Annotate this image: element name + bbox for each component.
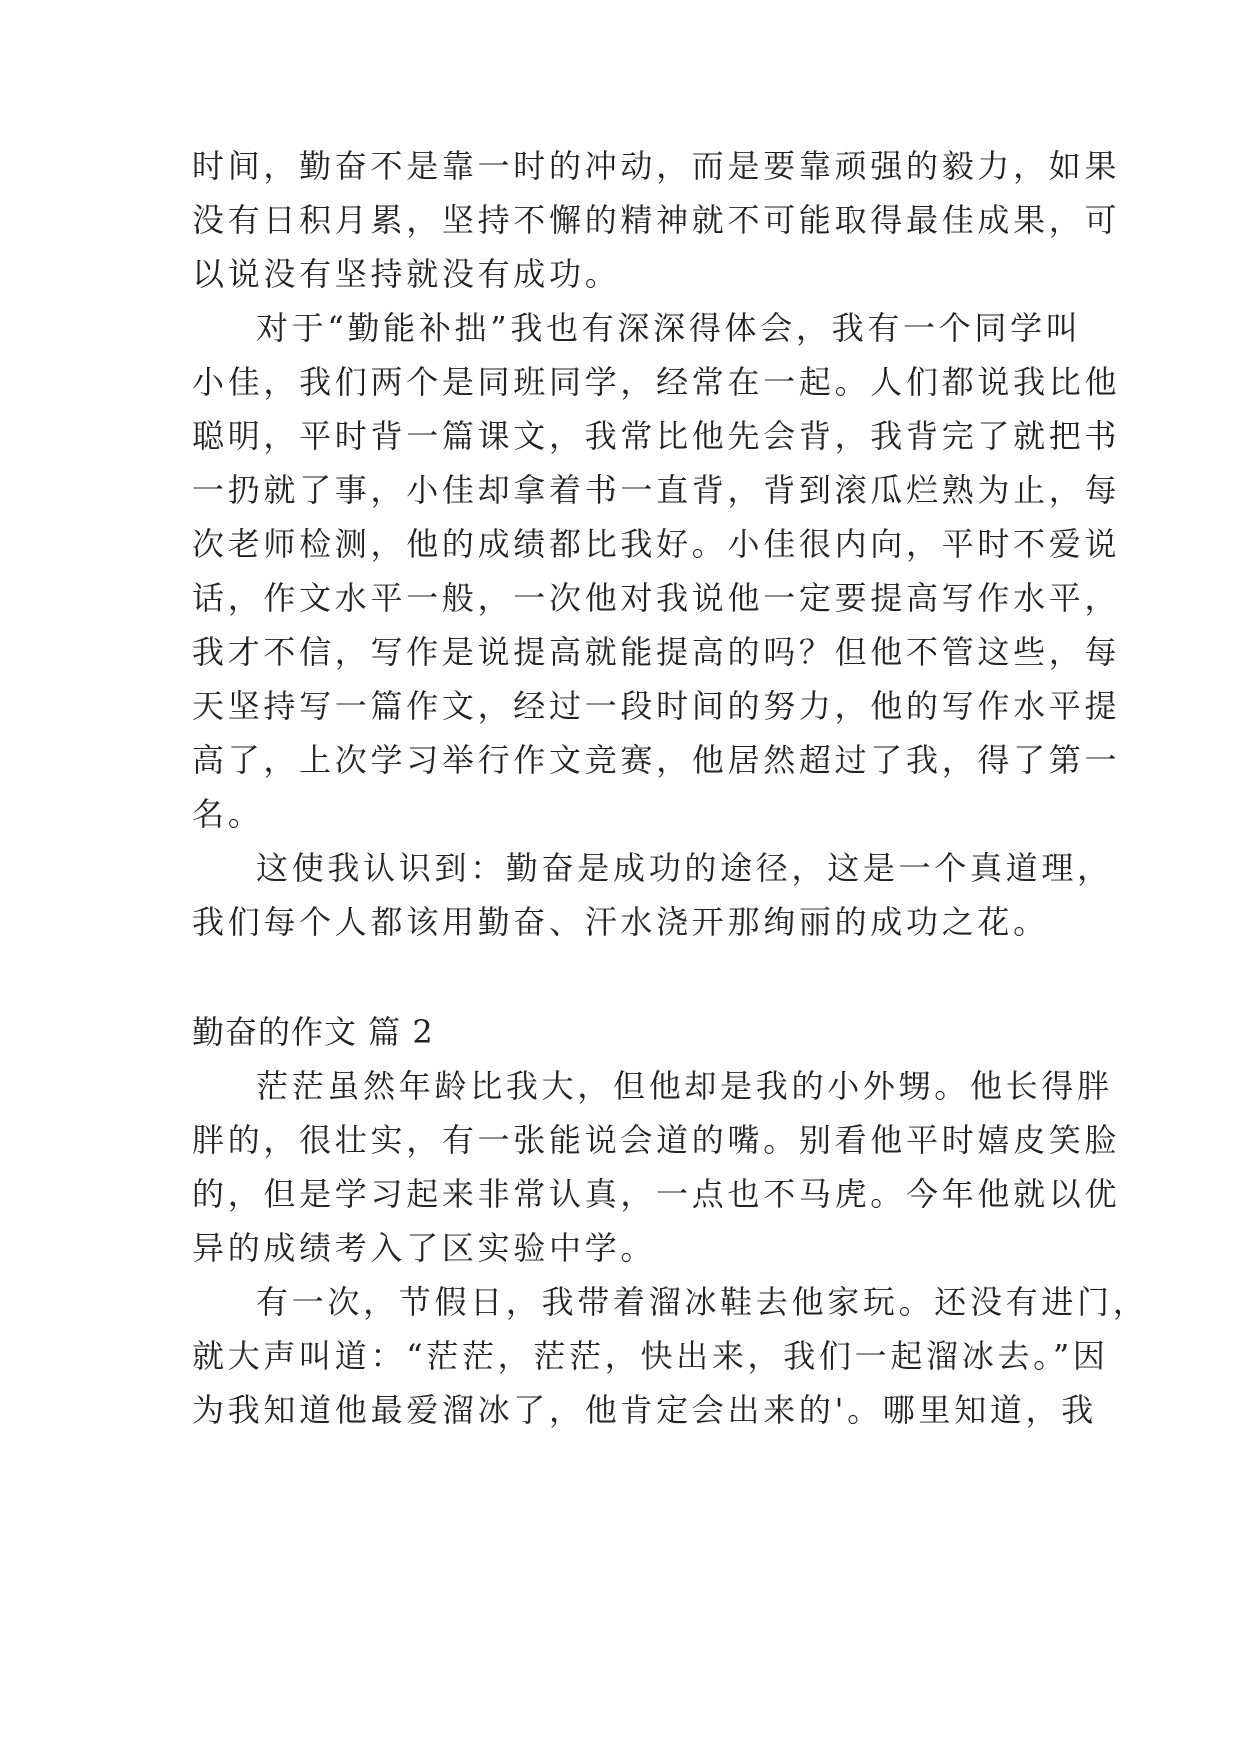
paragraph-line: 就大声叫道：“茫茫，茫茫，快出来，我们一起溜冰去。”因 bbox=[192, 1337, 1109, 1375]
paragraph-line: 对于“勤能补拙”我也有深深得体会，我有一个同学叫 bbox=[256, 309, 1082, 347]
paragraph-line: 没有日积月累，坚持不懈的精神就不可能取得最佳成果，可 bbox=[192, 201, 1121, 239]
paragraph-line: 高了，上次学习举行作文竞赛，他居然超过了我，得了第一 bbox=[192, 741, 1121, 779]
paragraph-line: 为我知道他最爱溜冰了，他肯定会出来的'。哪里知道，我 bbox=[192, 1391, 1097, 1429]
paragraph-line: 次老师检测，他的成绩都比我好。小佳很内向，平时不爱说 bbox=[192, 525, 1121, 563]
paragraph-line: 胖的，很壮实，有一张能说会道的嘴。别看他平时嬉皮笑脸 bbox=[192, 1121, 1121, 1159]
paragraph-line: 有一次，节假日，我带着溜冰鞋去他家玩。还没有进门， bbox=[256, 1283, 1149, 1321]
paragraph-line: 聪明，平时背一篇课文，我常比他先会背，我背完了就把书 bbox=[192, 417, 1121, 455]
paragraph-line: 时间，勤奋不是靠一时的冲动，而是要靠顽强的毅力，如果 bbox=[192, 147, 1121, 185]
paragraph-line: 茫茫虽然年龄比我大，但他却是我的小外甥。他长得胖 bbox=[256, 1067, 1113, 1105]
paragraph-line: 以说没有坚持就没有成功。 bbox=[192, 255, 621, 293]
paragraph-line: 一扔就了事，小佳却拿着书一直背，背到滚瓜烂熟为止，每 bbox=[192, 471, 1121, 509]
paragraph-line: 小佳，我们两个是同班同学，经常在一起。人们都说我比他 bbox=[192, 363, 1121, 401]
paragraph-line: 的，但是学习起来非常认真，一点也不马虎。今年他就以优 bbox=[192, 1175, 1121, 1213]
paragraph-line: 这使我认识到：勤奋是成功的途径，这是一个真道理， bbox=[256, 849, 1113, 887]
paragraph-line: 话，作文水平一般，一次他对我说他一定要提高写作水平， bbox=[192, 579, 1121, 617]
paragraph-line: 我才不信，写作是说提高就能提高的吗？但他不管这些，每 bbox=[192, 633, 1121, 671]
paragraph-line: 名。 bbox=[192, 795, 264, 833]
section-heading: 勤奋的作文 篇 2 bbox=[192, 1013, 434, 1051]
paragraph-line: 天坚持写一篇作文，经过一段时间的努力，他的写作水平提 bbox=[192, 687, 1121, 725]
paragraph-line: 我们每个人都该用勤奋、汗水浇开那绚丽的成功之花。 bbox=[192, 903, 1049, 941]
paragraph-line: 异的成绩考入了区实验中学。 bbox=[192, 1229, 657, 1267]
